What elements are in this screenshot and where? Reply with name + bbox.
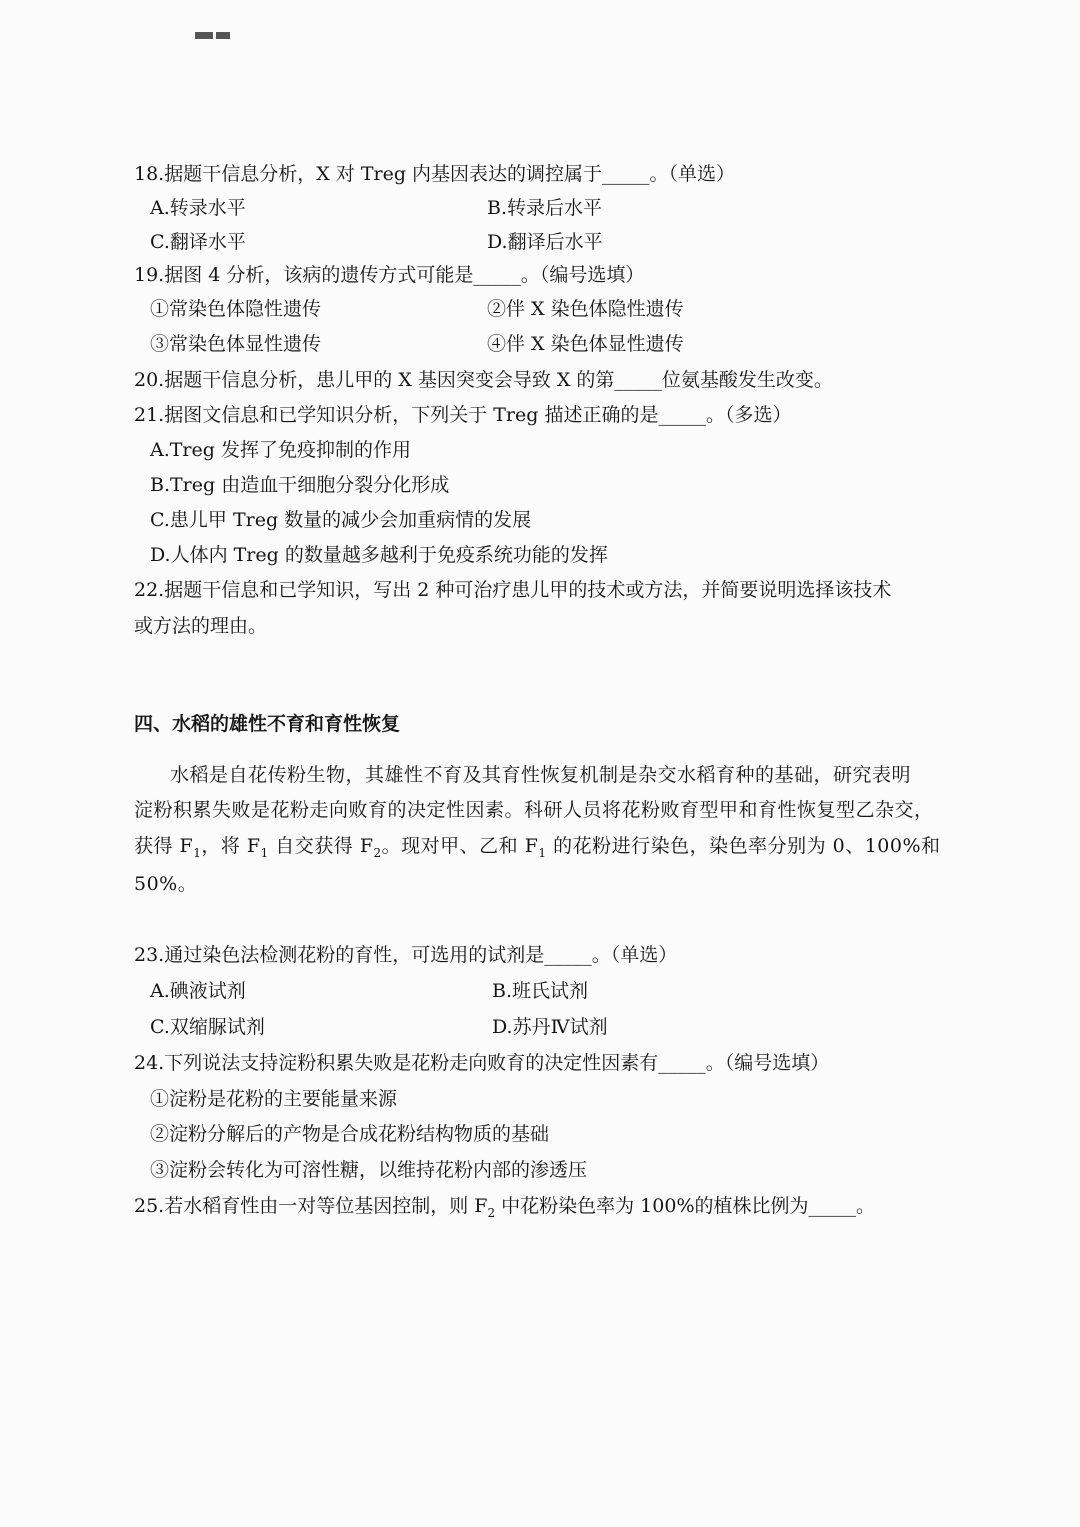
question-24: 24.下列说法支持淀粉积累失败是花粉走向败育的决定性因素有_____。（编号选填） [134,1052,830,1074]
q23-option-c: C.双缩脲试剂 [150,1016,265,1038]
q18-option-b: B.转录后水平 [487,197,603,219]
q24-option-1: ①淀粉是花粉的主要能量来源 [150,1088,398,1110]
question-21: 21.据图文信息和已学知识分析，下列关于 Treg 描述正确的是_____。（多选） [134,404,792,426]
q18-option-d: D.翻译后水平 [487,231,603,253]
q24-option-3: ③淀粉会转化为可溶性糖，以维持花粉内部的渗透压 [150,1159,588,1181]
question-20: 20.据题干信息分析，患儿甲的 X 基因突变会导致 X 的第_____位氨基酸发生改变。 [134,369,833,391]
question-25: 25.若水稻育性由一对等位基因控制，则 $F_2$ 中花粉染色率为 100%的植株比例为_____。 [134,1195,875,1220]
q23-option-d: D.苏丹Ⅳ试剂 [492,1016,608,1038]
q23-option-b: B.班氏试剂 [492,980,589,1002]
intro-paragraph-line-2: 淀粉积累失败是花粉走向败育的决定性因素。科研人员将花粉败育型甲和育性恢复型乙杂交， [134,799,934,821]
section-heading: 四、水稻的雄性不育和育性恢复 [134,713,401,735]
q18-option-c: C.翻译水平 [150,231,246,253]
question-22-line-1: 22.据题干信息和已学知识，写出 2 种可治疗患儿甲的技术或方法，并简要说明选择该技术 [134,579,892,601]
question-22-line-2: 或方法的理由。 [134,615,268,637]
scan-mark [195,32,240,41]
q23-option-a: A.碘液试剂 [150,980,246,1002]
q21-option-b: B.Treg 由造血干细胞分裂分化形成 [150,474,450,496]
q19-option-1: ①常染色体隐性遗传 [150,298,322,320]
question-19: 19.据图 4 分析，该病的遗传方式可能是_____。（编号选填） [134,264,645,286]
q18-option-a: A.转录水平 [150,197,246,219]
q19-option-3: ③常染色体显性遗传 [150,333,322,355]
intro-paragraph-line-4: 50%。 [134,873,198,895]
intro-paragraph-line-3: 获得 $F_1$，将 $F_1$ 自交获得 $F_2$。现对甲、乙和 $F_1$ 的花粉进行染色，染色率分别为 0、100%和 [134,835,941,860]
q24-option-2: ②淀粉分解后的产物是合成花粉结构物质的基础 [150,1123,550,1145]
q19-option-2: ②伴 X 染色体隐性遗传 [487,298,684,320]
q21-option-c: C.患儿甲 Treg 数量的减少会加重病情的发展 [150,509,532,531]
q21-option-a: A.Treg 发挥了免疫抑制的作用 [150,439,411,461]
q19-option-4: ④伴 X 染色体显性遗传 [487,333,684,355]
question-18: 18.据题干信息分析，X 对 Treg 内基因表达的调控属于_____。（单选） [134,163,736,185]
question-23: 23.通过染色法检测花粉的育性，可选用的试剂是_____。（单选） [134,944,678,966]
intro-paragraph-line-1: 水稻是自花传粉生物，其雄性不育及其育性恢复机制是杂交水稻育种的基础，研究表明 [170,764,912,786]
q21-option-d: D.人体内 Treg 的数量越多越利于免疫系统功能的发挥 [150,544,608,566]
